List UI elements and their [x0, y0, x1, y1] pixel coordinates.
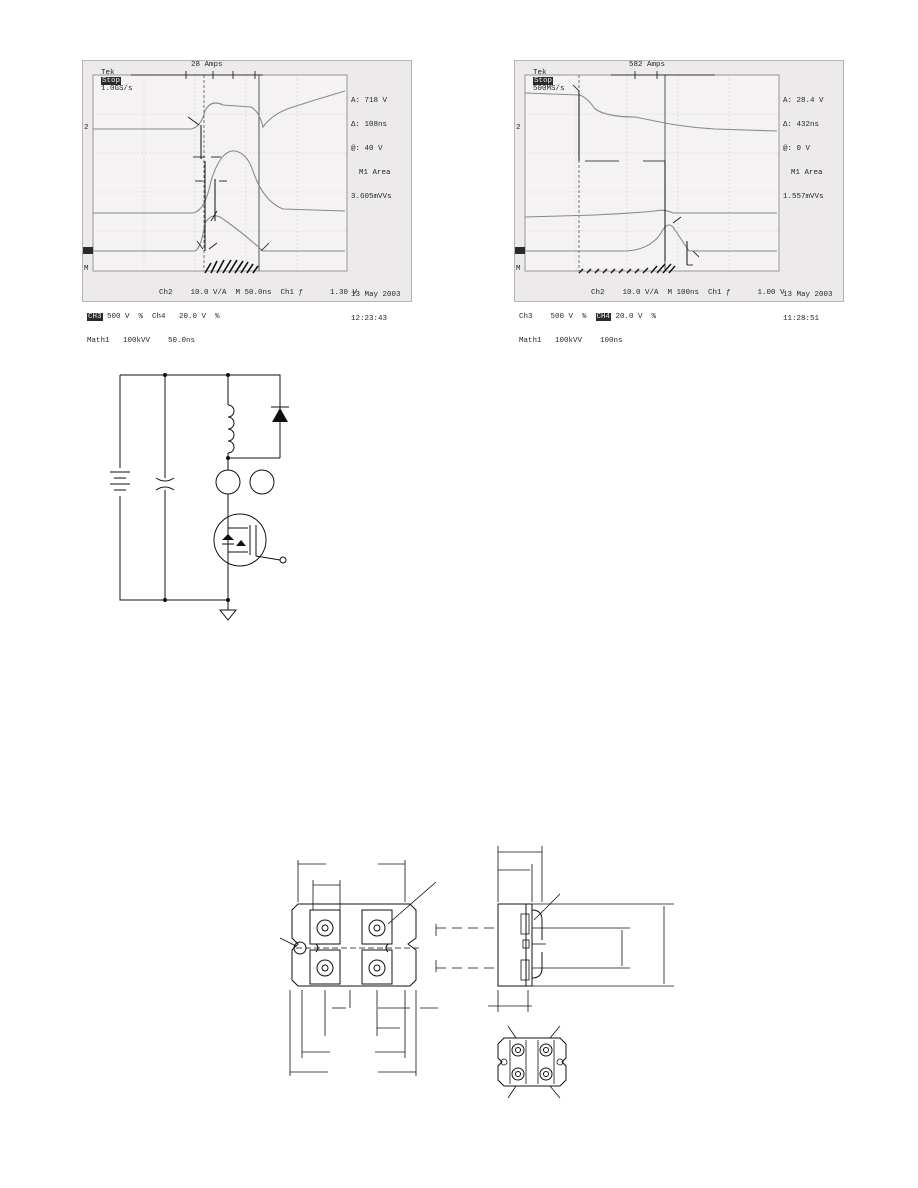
timestamp: 13 May 2003 11:28:51	[783, 291, 833, 323]
current-probe-circle	[216, 470, 240, 494]
channel-2-marker: 2	[84, 124, 89, 132]
test-circuit-schematic	[100, 360, 320, 630]
cursor-readout: A: 718 V Δ: 108ns @: 40 V M1 Area 3.605mVVs	[351, 97, 392, 201]
cursor-readout: A: 28.4 V Δ: 432ns @: 0 V M1 Area 1.557mVVs	[783, 97, 824, 201]
mosfet-device-symbol	[214, 514, 266, 566]
package-pinout-view	[498, 1026, 566, 1098]
gate-terminal	[280, 557, 286, 563]
timestamp: 13 May 2003 12:23:43	[351, 291, 401, 323]
oscilloscope-screenshot-turn-off: Tek Stop 500MS/s 582 Amps 2 M A: 28.4 V Δ: 432ns @: 0 V M1 Area 1.557mVVs Ch2 10.0 V/A M 100ns Ch1 ƒ 1.00 V Ch3 500 V % CH4 20.0 V % Math1 100kVV 100ns 13 May 2003 11:28:51	[514, 60, 844, 302]
inductor-symbol	[228, 405, 234, 453]
oscilloscope-screenshot-turn-on	[82, 60, 412, 345]
diode-symbol	[271, 375, 289, 458]
battery-symbol	[110, 468, 130, 496]
scope-brand: Tek	[101, 69, 115, 77]
cursor-current-label: 582 Amps	[629, 61, 666, 69]
package-side-view	[498, 904, 542, 986]
scope-footer: Ch2 10.0 V/A M 100ns Ch1 ƒ 1.00 V Ch3 500 V % CH4 20.0 V % Math1 100kVV 100ns	[519, 289, 785, 345]
capacitor-symbol	[156, 478, 174, 490]
package-top-view	[292, 904, 420, 986]
scope-footer: Ch2 10.0 V/A M 50.0ns Ch1 ƒ 1.30 V CH3 500 V % Ch4 20.0 V % Math1 100kVV 50.0ns	[87, 289, 358, 345]
cursor-current-label: 28 Amps	[191, 61, 223, 69]
package-outline-drawing	[260, 840, 680, 1100]
ground-symbol	[220, 600, 236, 620]
run-stop-badge: Stop	[102, 77, 121, 85]
sample-rate: 1.0GS/s	[101, 85, 133, 93]
current-probe-circle	[250, 470, 274, 494]
math-marker: M	[84, 265, 89, 273]
